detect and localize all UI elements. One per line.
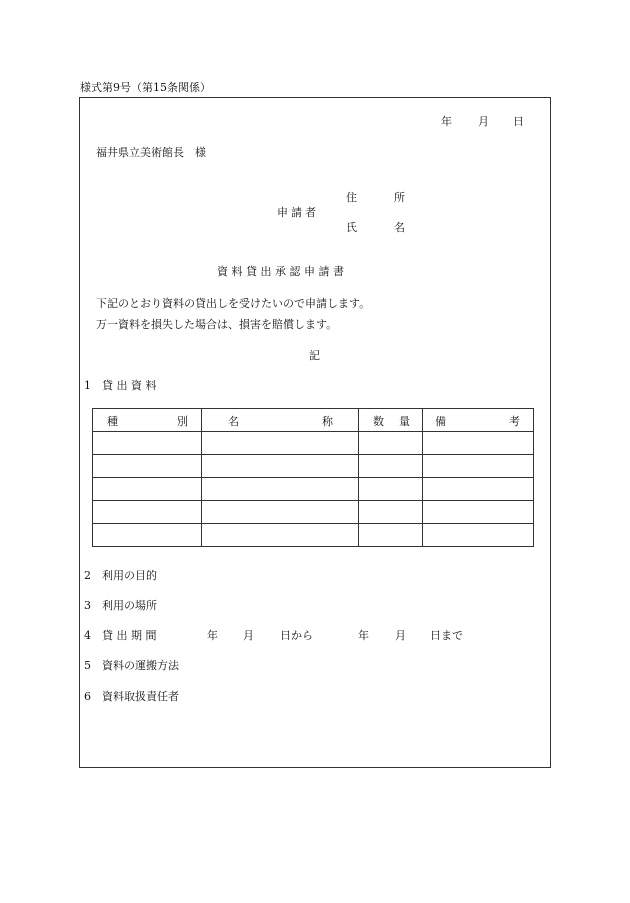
section-1-number: 1 — [84, 379, 91, 392]
section-5-number: 5 — [84, 659, 91, 672]
ki-heading: 記 — [309, 349, 320, 362]
to-day: 日まで — [430, 629, 463, 642]
address-label-1: 住 — [346, 191, 357, 204]
header-qty-1: 数 — [373, 415, 384, 428]
cell-qty[interactable] — [359, 524, 423, 547]
cell-kind[interactable] — [93, 501, 202, 524]
table-row — [93, 524, 534, 547]
header-note-1: 備 — [435, 415, 446, 428]
section-2 — [84, 570, 157, 581]
address-label-2: 所 — [394, 191, 405, 204]
cell-note[interactable] — [423, 455, 534, 478]
from-day: 日から — [280, 629, 313, 642]
section-4 — [84, 630, 157, 641]
document-title: 資 料 貸 出 承 認 申 請 書 — [217, 265, 344, 278]
table-row — [93, 478, 534, 501]
section-6 — [84, 691, 179, 702]
to-year: 年 — [358, 629, 369, 642]
section-4-number: 4 — [84, 629, 91, 642]
header-name — [202, 409, 359, 432]
cell-name[interactable] — [202, 432, 359, 455]
section-6-number: 6 — [84, 690, 91, 703]
header-name-1: 名 — [228, 415, 239, 428]
cell-name[interactable] — [202, 524, 359, 547]
table-row — [93, 455, 534, 478]
section-5 — [84, 660, 179, 671]
cell-name[interactable] — [202, 501, 359, 524]
cell-kind[interactable] — [93, 432, 202, 455]
cell-qty[interactable] — [359, 455, 423, 478]
section-6-label: 資料取扱責任者 — [102, 690, 179, 703]
section-2-number: 2 — [84, 569, 91, 582]
section-1-label: 貸 出 資 料 — [102, 379, 157, 392]
section-2-label: 利用の目的 — [102, 569, 157, 582]
section-5-label: 資料の運搬方法 — [102, 659, 179, 672]
from-year: 年 — [207, 629, 218, 642]
section-3 — [84, 600, 157, 611]
to-month: 月 — [395, 629, 406, 642]
addressee: 福井県立美術館長 様 — [96, 146, 206, 159]
section-4-label: 貸 出 期 間 — [102, 629, 157, 642]
table-row — [93, 501, 534, 524]
header-note-2: 考 — [509, 415, 520, 428]
table-header-row — [93, 409, 534, 432]
header-kind-1: 種 — [107, 415, 118, 428]
cell-note[interactable] — [423, 524, 534, 547]
form-id: 様式第9号（第15条関係） — [80, 81, 211, 94]
body-line-2: 万一資料を損失した場合は、損害を賠償します。 — [96, 318, 338, 331]
loan-items-table — [92, 408, 534, 547]
date-month: 月 — [478, 115, 489, 128]
header-kind-2: 別 — [177, 415, 188, 428]
date-year: 年 — [441, 115, 452, 128]
section-1 — [84, 380, 157, 391]
cell-kind[interactable] — [93, 455, 202, 478]
from-month: 月 — [243, 629, 254, 642]
table-row — [93, 432, 534, 455]
cell-qty[interactable] — [359, 501, 423, 524]
cell-qty[interactable] — [359, 432, 423, 455]
cell-note[interactable] — [423, 478, 534, 501]
body-line-1: 下記のとおり資料の貸出しを受けたいので申請します。 — [96, 297, 371, 310]
cell-kind[interactable] — [93, 478, 202, 501]
header-name-2: 称 — [322, 415, 333, 428]
header-qty-2: 量 — [399, 415, 410, 428]
cell-name[interactable] — [202, 478, 359, 501]
cell-note[interactable] — [423, 432, 534, 455]
header-note — [423, 409, 534, 432]
date-day: 日 — [513, 115, 524, 128]
name-label-2: 名 — [394, 221, 405, 234]
name-label-1: 氏 — [346, 221, 357, 234]
cell-kind[interactable] — [93, 524, 202, 547]
header-qty — [359, 409, 423, 432]
cell-name[interactable] — [202, 455, 359, 478]
applicant-label: 申請者 — [277, 206, 319, 219]
section-3-label: 利用の場所 — [102, 599, 157, 612]
cell-qty[interactable] — [359, 478, 423, 501]
cell-note[interactable] — [423, 501, 534, 524]
header-kind — [93, 409, 202, 432]
section-3-number: 3 — [84, 599, 91, 612]
